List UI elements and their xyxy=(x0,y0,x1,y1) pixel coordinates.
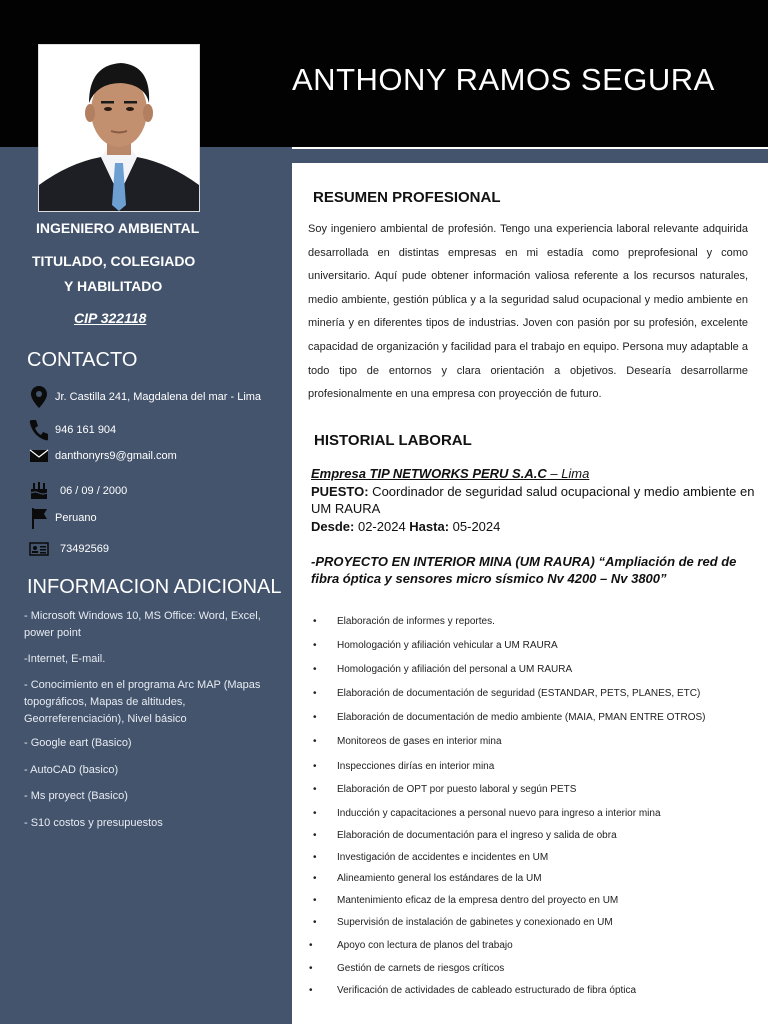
dni-row xyxy=(28,538,109,560)
task-item: • Homologación y afiliación del personal a UM RAURA xyxy=(313,664,573,675)
job-dates xyxy=(311,519,500,534)
envelope-icon xyxy=(28,445,50,467)
task-item: • Homologación y afiliación vehicular a UM RAURA xyxy=(313,640,558,651)
task-item: • Elaboración de OPT por puesto laboral y según PETS xyxy=(313,784,577,795)
additional-item-google-earth: - Google eart (Basico) xyxy=(24,737,132,749)
task-item: • Verificación de actividades de cableado estructurado de fibra óptica xyxy=(309,985,637,996)
position-value-line2: UM RAURA xyxy=(311,501,381,516)
candidate-name: ANTHONY RAMOS SEGURA xyxy=(292,62,715,97)
task-item: • Gestión de carnets de riesgos críticos xyxy=(309,963,505,974)
phone-number: 946 161 904 xyxy=(55,424,117,436)
additional-item-s10: - S10 costos y presupuestos xyxy=(24,817,163,829)
profile-title-line2: TITULADO, COLEGIADO xyxy=(32,253,196,269)
task-item: • Mantenimiento eficaz de la empresa dentro del proyecto en UM xyxy=(313,895,619,906)
email-row xyxy=(28,445,177,467)
additional-item-autocad: - AutoCAD (basico) xyxy=(24,764,119,776)
from-value: 02-2024 xyxy=(354,519,410,534)
position-label: PUESTO: xyxy=(311,484,369,499)
from-label: Desde: xyxy=(311,519,355,534)
profile-photo xyxy=(38,44,200,212)
id-card-icon xyxy=(28,538,50,560)
address-row xyxy=(28,386,261,408)
contact-heading: CONTACTO xyxy=(27,349,138,371)
task-item: • Elaboración de documentación para el ingreso y salida de obra xyxy=(313,830,617,841)
additional-item-internet: -Internet, E-mail. xyxy=(24,653,106,665)
email-text: danthonyrs9@gmail.com xyxy=(55,450,177,462)
nationality-row xyxy=(28,507,97,529)
task-item: • Alineamiento general los estándares de la UM xyxy=(313,873,542,884)
company-city: – Lima xyxy=(546,466,590,481)
dni-text: 73492569 xyxy=(60,543,109,555)
flag-icon xyxy=(28,507,50,529)
task-item: • Elaboración de informes y reportes. xyxy=(313,616,495,627)
additional-info-heading: INFORMACION ADICIONAL xyxy=(27,576,282,598)
job-position-line1 xyxy=(311,484,754,499)
address-text: Jr. Castilla 241, Magdalena del mar - Lima xyxy=(55,391,262,403)
birthday-cake-icon xyxy=(28,480,50,502)
cip-number: CIP 322118 xyxy=(74,310,147,326)
to-label: Hasta: xyxy=(409,519,450,534)
location-pin-icon xyxy=(28,386,50,408)
phone-icon xyxy=(28,419,50,441)
nationality-text: Peruano xyxy=(55,512,97,524)
to-value: 05-2024 xyxy=(449,519,501,534)
additional-item-arcmap: - Conocimiento en el programa Arc MAP (Mapas topográficos, Mapas de altitudes, Georreferenciación), Nivel básico xyxy=(24,679,261,725)
additional-item-office: - Microsoft Windows 10, MS Office: Word, Excel, power point xyxy=(24,610,261,639)
history-heading: HISTORIAL LABORAL xyxy=(314,432,472,449)
task-item: • Apoyo con lectura de planos del trabajo xyxy=(309,940,513,951)
birthdate-text: 06 / 09 / 2000 xyxy=(60,485,128,497)
summary-text: Soy ingeniero ambiental de profesión. Tengo una experiencia laboral relevante adquirida desarrollada en distintas empresas en mi estadía como preprofesional y como universitario. Aquí pude obtener información valiosa referente a los recursos naturales, medio ambiente, gestión pública y a la seguridad salud ocupacional y medio ambiente en minería y en diferentes tipos de industrias. Joven con pasión por su profesión, excelente capacidad de organización y facilidad para el trabajo en equipo. Persona muy adaptable a todo tipo de entornos y clara orientación a objetivos. Desearía desarrollarme profesionalmente en una empresa con proyección de futuro. xyxy=(308,223,748,401)
company-name: Empresa TIP NETWORKS PERU S.A.C xyxy=(311,466,547,481)
phone-row xyxy=(28,419,116,441)
task-item: • Supervisión de instalación de gabinetes y conexionado en UM xyxy=(313,917,613,928)
profile-title-line1: INGENIERO AMBIENTAL xyxy=(36,220,200,236)
project-title: -PROYECTO EN INTERIOR MINA (UM RAURA) “Ampliación de red de fibra óptica y sensores micro sísmico Nv 4200 – Nv 3800” xyxy=(311,554,737,586)
task-item: • Elaboración de documentación de medio ambiente (MAIA, PMAN ENTRE OTROS) xyxy=(313,712,706,723)
job-company xyxy=(311,466,589,481)
task-item: • Inducción y capacitaciones a personal nuevo para ingreso a interior mina xyxy=(313,808,661,819)
summary-heading: RESUMEN PROFESIONAL xyxy=(313,189,501,206)
birthdate-row xyxy=(28,480,127,502)
task-item: • Inspecciones dirías en interior mina xyxy=(313,761,495,772)
task-item: • Monitoreos de gases en interior mina xyxy=(313,736,502,747)
profile-title-line3: Y HABILITADO xyxy=(64,278,163,294)
additional-item-ms-project: - Ms proyect (Basico) xyxy=(24,790,128,802)
task-item: • Elaboración de documentación de seguridad (ESTANDAR, PETS, PLANES, ETC) xyxy=(313,688,701,699)
header-divider-strip xyxy=(292,149,768,163)
position-value: Coordinador de seguridad salud ocupacional y medio ambiente en xyxy=(368,484,755,499)
task-item: • Investigación de accidentes e incidentes en UM xyxy=(313,852,549,863)
